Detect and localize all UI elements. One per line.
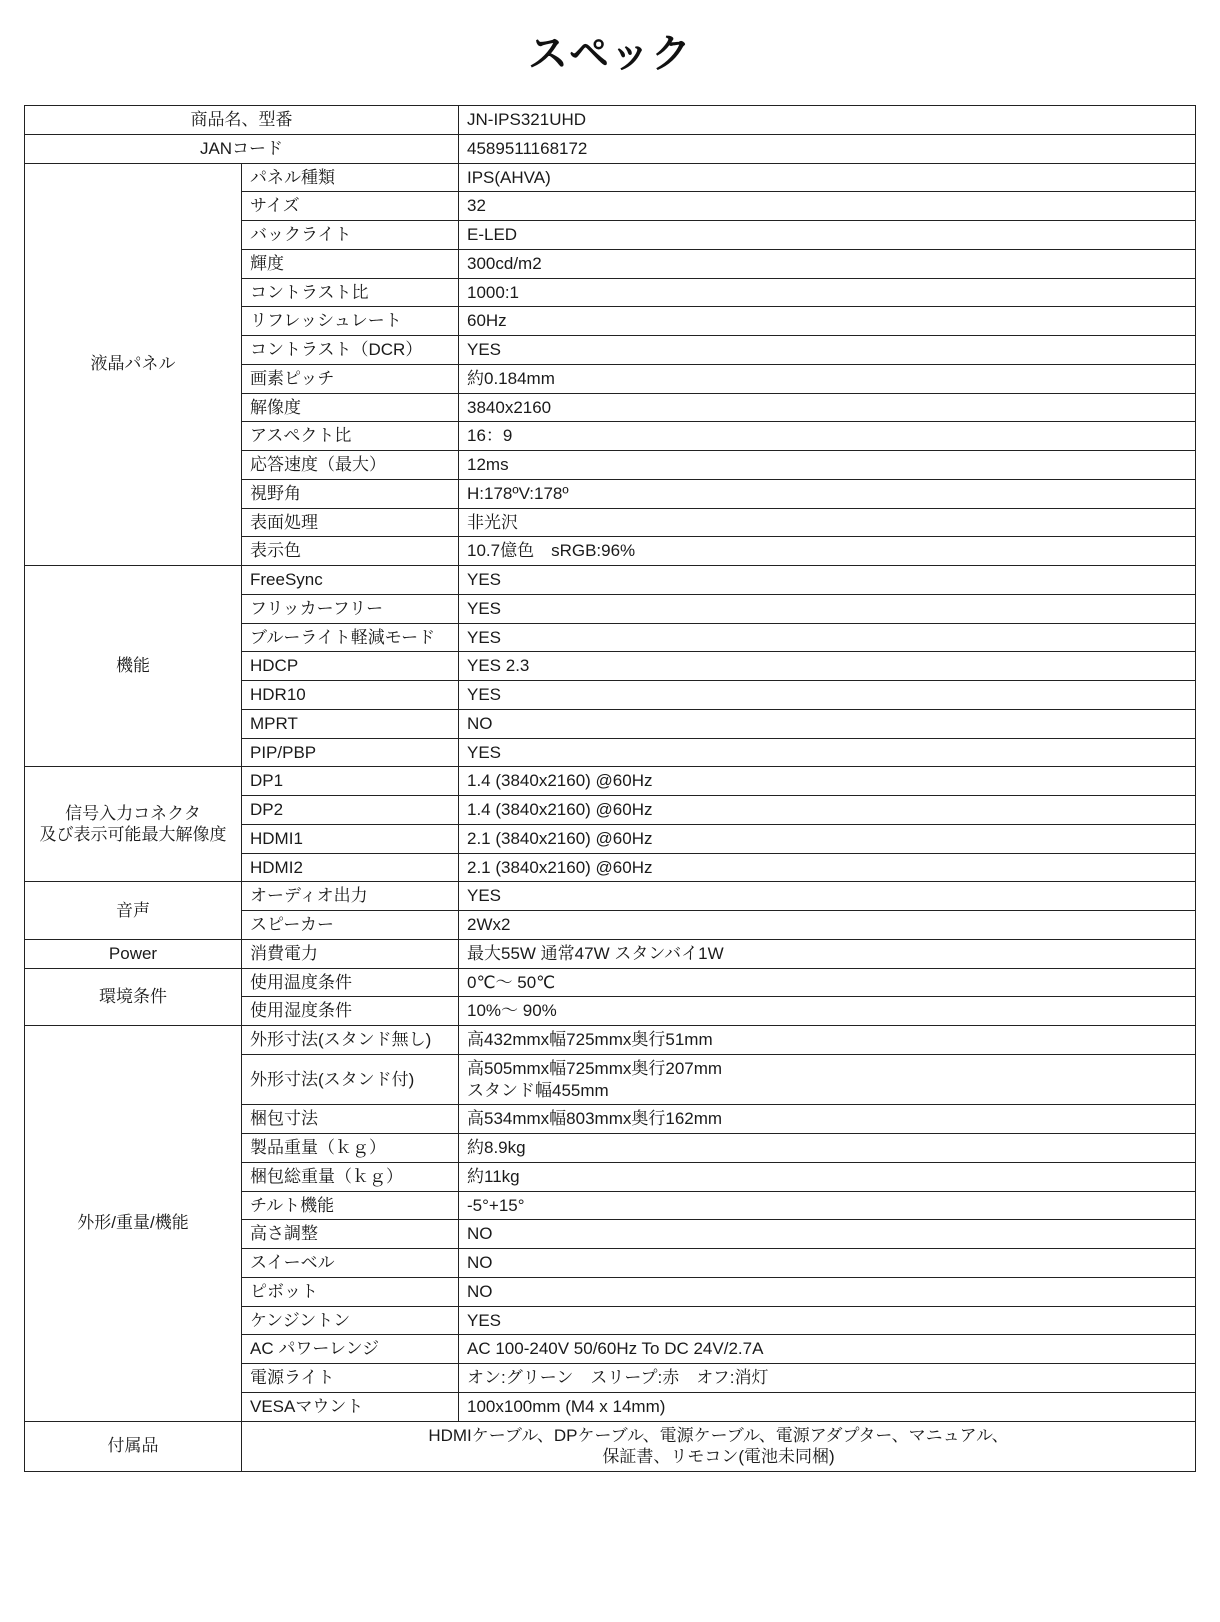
row-value: 1.4 (3840x2160) @60Hz <box>459 796 1196 825</box>
row-value-line1: 高505mmx幅725mmx奥行207mm <box>467 1058 723 1078</box>
table-row <box>25 163 1196 192</box>
row-value: YES <box>459 1306 1196 1335</box>
row-value: 16：9 <box>459 422 1196 451</box>
sub-label: サイズ <box>242 192 459 221</box>
sub-label: FreeSync <box>242 566 459 595</box>
sub-label: VESAマウント <box>242 1392 459 1421</box>
row-value: 高432mmx幅725mmx奥行51mm <box>459 1026 1196 1055</box>
sub-label: 表示色 <box>242 537 459 566</box>
sub-label: AC パワーレンジ <box>242 1335 459 1364</box>
row-value: YES <box>459 566 1196 595</box>
category-label <box>25 767 242 882</box>
row-value-line2: スタンド幅455mm <box>467 1080 609 1100</box>
accessories-value <box>242 1421 1196 1472</box>
row-value: オン:グリーン スリープ:赤 オフ:消灯 <box>459 1364 1196 1393</box>
row-value: JN-IPS321UHD <box>459 106 1196 135</box>
row-value: 300cd/m2 <box>459 249 1196 278</box>
row-label: JANコード <box>25 134 459 163</box>
row-value: 60Hz <box>459 307 1196 336</box>
row-value: NO <box>459 1249 1196 1278</box>
row-value: YES <box>459 882 1196 911</box>
row-value: 3840x2160 <box>459 393 1196 422</box>
sub-label: 解像度 <box>242 393 459 422</box>
row-value: 高534mmx幅803mmx奥行162mm <box>459 1105 1196 1134</box>
accessories-line2: 保証書、リモコン(電池未同梱) <box>602 1447 835 1467</box>
sub-label: ケンジントン <box>242 1306 459 1335</box>
row-value: E-LED <box>459 221 1196 250</box>
row-value: YES <box>459 738 1196 767</box>
row-value: YES <box>459 681 1196 710</box>
sub-label: HDMI2 <box>242 853 459 882</box>
sub-label: 消費電力 <box>242 939 459 968</box>
table-row <box>25 968 1196 997</box>
row-value: 10%〜 90% <box>459 997 1196 1026</box>
category-label: 環境条件 <box>25 968 242 1026</box>
category-label: Power <box>25 939 242 968</box>
sub-label: 外形寸法(スタンド付) <box>242 1054 459 1105</box>
sub-label: 梱包総重量（ｋｇ） <box>242 1162 459 1191</box>
row-value: 約11kg <box>459 1162 1196 1191</box>
row-value: 非光沢 <box>459 508 1196 537</box>
specifications-table <box>24 105 1196 1472</box>
sub-label: DP2 <box>242 796 459 825</box>
sub-label: 応答速度（最大） <box>242 451 459 480</box>
sub-label: 視野角 <box>242 479 459 508</box>
page-title: スペック <box>528 32 692 76</box>
sub-label: HDCP <box>242 652 459 681</box>
row-value: H:178ºV:178º <box>459 479 1196 508</box>
sub-label: 製品重量（ｋｇ） <box>242 1134 459 1163</box>
sub-label: 使用湿度条件 <box>242 997 459 1026</box>
row-value <box>459 1054 1196 1105</box>
sub-label: 輝度 <box>242 249 459 278</box>
row-value: 100x100mm (M4 x 14mm) <box>459 1392 1196 1421</box>
row-value: 12ms <box>459 451 1196 480</box>
sub-label: PIP/PBP <box>242 738 459 767</box>
row-value: IPS(AHVA) <box>459 163 1196 192</box>
row-value: NO <box>459 709 1196 738</box>
sub-label: 画素ピッチ <box>242 364 459 393</box>
sub-label: バックライト <box>242 221 459 250</box>
spec-sheet-page <box>0 22 1220 1622</box>
sub-label: パネル種類 <box>242 163 459 192</box>
sub-label: チルト機能 <box>242 1191 459 1220</box>
category-label: 付属品 <box>25 1421 242 1472</box>
table-row <box>25 566 1196 595</box>
sub-label: MPRT <box>242 709 459 738</box>
row-value: YES <box>459 623 1196 652</box>
sub-label: スイーベル <box>242 1249 459 1278</box>
category-label: 機能 <box>25 566 242 767</box>
sub-label: 外形寸法(スタンド無し) <box>242 1026 459 1055</box>
table-row <box>25 106 1196 135</box>
sub-label: オーディオ出力 <box>242 882 459 911</box>
table-row <box>25 1026 1196 1055</box>
row-value: 2.1 (3840x2160) @60Hz <box>459 853 1196 882</box>
table-row <box>25 939 1196 968</box>
sub-label: 使用温度条件 <box>242 968 459 997</box>
row-value: YES <box>459 594 1196 623</box>
row-value: 4589511168172 <box>459 134 1196 163</box>
sub-label: HDR10 <box>242 681 459 710</box>
row-value: 32 <box>459 192 1196 221</box>
sub-label: DP1 <box>242 767 459 796</box>
row-value: 最大55W 通常47W スタンバイ1W <box>459 939 1196 968</box>
row-value: 1000:1 <box>459 278 1196 307</box>
table-row <box>25 882 1196 911</box>
category-label: 音声 <box>25 882 242 940</box>
category-label-line1: 信号入力コネクタ <box>65 803 201 823</box>
category-label-line2: 及び表示可能最大解像度 <box>39 825 227 845</box>
category-label: 液晶パネル <box>25 163 242 566</box>
row-value: YES <box>459 336 1196 365</box>
row-value: 1.4 (3840x2160) @60Hz <box>459 767 1196 796</box>
sub-label: ブルーライト軽減モード <box>242 623 459 652</box>
row-value: NO <box>459 1277 1196 1306</box>
row-value: 2Wx2 <box>459 911 1196 940</box>
table-row <box>25 134 1196 163</box>
category-label: 外形/重量/機能 <box>25 1026 242 1422</box>
row-value: 10.7億色 sRGB:96% <box>459 537 1196 566</box>
sub-label: HDMI1 <box>242 824 459 853</box>
row-value: 約0.184mm <box>459 364 1196 393</box>
sub-label: アスペクト比 <box>242 422 459 451</box>
sub-label: コントラスト比 <box>242 278 459 307</box>
sub-label: フリッカーフリー <box>242 594 459 623</box>
row-value: 0℃〜 50℃ <box>459 968 1196 997</box>
table-row <box>25 767 1196 796</box>
row-value: -5°+15° <box>459 1191 1196 1220</box>
sub-label: リフレッシュレート <box>242 307 459 336</box>
sub-label: 梱包寸法 <box>242 1105 459 1134</box>
sub-label: 電源ライト <box>242 1364 459 1393</box>
row-value: NO <box>459 1220 1196 1249</box>
sub-label: ピボット <box>242 1277 459 1306</box>
sub-label: スピーカー <box>242 911 459 940</box>
row-value: 2.1 (3840x2160) @60Hz <box>459 824 1196 853</box>
row-label: 商品名、型番 <box>25 106 459 135</box>
row-value: 約8.9kg <box>459 1134 1196 1163</box>
table-row <box>25 1421 1196 1472</box>
row-value: YES 2.3 <box>459 652 1196 681</box>
accessories-line1: HDMIケーブル、DPケーブル、電源ケーブル、電源アダプター、マニュアル、 <box>428 1425 1009 1445</box>
sub-label: 表面処理 <box>242 508 459 537</box>
row-value: AC 100-240V 50/60Hz To DC 24V/2.7A <box>459 1335 1196 1364</box>
sub-label: コントラスト（DCR） <box>242 336 459 365</box>
sub-label: 高さ調整 <box>242 1220 459 1249</box>
